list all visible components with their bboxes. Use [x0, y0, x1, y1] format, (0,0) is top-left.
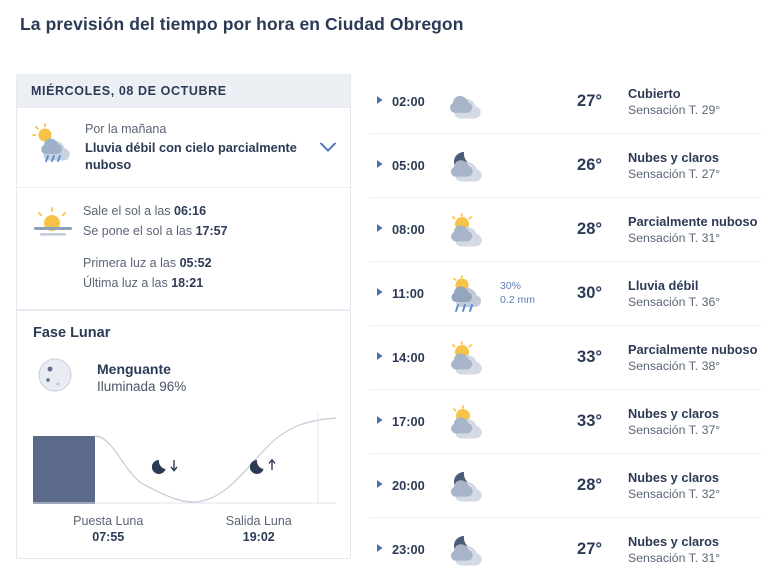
hour-description	[612, 470, 762, 501]
hour-condition: Nubes y claros	[628, 406, 720, 421]
hour-description	[612, 406, 762, 437]
expand-arrow-icon[interactable]	[376, 479, 392, 492]
moonset-label: Puesta Luna	[73, 513, 144, 528]
lastlight-line	[83, 274, 336, 293]
moon-waning-icon	[33, 353, 91, 402]
hour-condition: Nubes y claros	[628, 150, 720, 165]
night-partly-cloudy-icon	[444, 149, 498, 183]
hour-time: 05:00	[392, 158, 425, 173]
sunset-value: 17:57	[195, 223, 228, 238]
hour-time: 23:00	[392, 542, 425, 557]
firstlight-value: 05:52	[179, 256, 212, 271]
expand-arrow-icon[interactable]	[376, 543, 392, 556]
hour-description	[612, 150, 762, 181]
hour-time: 14:00	[392, 350, 425, 365]
morning-summary-text	[83, 121, 336, 173]
hour-feels-like: Sensación T. 31°	[628, 551, 721, 565]
table-row[interactable]	[370, 198, 762, 262]
hour-time: 02:00	[392, 94, 425, 109]
hour-description	[612, 278, 762, 309]
moonset-block	[33, 514, 184, 544]
expand-arrow-icon[interactable]	[376, 159, 392, 172]
hour-temp: 27°	[577, 92, 602, 110]
table-row[interactable]	[370, 454, 762, 518]
moon-times	[17, 514, 350, 544]
table-row[interactable]	[370, 390, 762, 454]
moonrise-value: 19:02	[242, 529, 275, 544]
spacer	[83, 241, 336, 254]
sun-cloud-icon	[444, 405, 498, 439]
night-partly-cloudy-icon	[444, 469, 498, 503]
moon-phase-main	[17, 347, 350, 406]
hour-feels-like: Sensación T. 27°	[628, 167, 721, 181]
hour-temp: 33°	[577, 412, 602, 430]
hour-feels-like: Sensación T. 38°	[628, 359, 721, 373]
expand-arrow-icon[interactable]	[376, 287, 392, 300]
moon-phase-info	[91, 361, 186, 394]
summary-condition: Lluvia débil con cielo parcialmente nuboso	[85, 139, 297, 173]
hour-condition: Nubes y claros	[628, 470, 720, 485]
page-title: La previsión del tiempo por hora en Ciudad Obregon	[20, 14, 464, 34]
hour-feels-like: Sensación T. 36°	[628, 295, 721, 309]
table-row[interactable]	[370, 518, 762, 580]
hour-feels-like: Sensación T. 37°	[628, 423, 721, 437]
sunrise-icon	[31, 202, 83, 243]
day-header: MIÉRCOLES, 08 DE OCTUBRE	[16, 74, 351, 108]
sunrise-label: Sale el sol a las	[83, 204, 171, 219]
moon-visibility-chart	[33, 412, 334, 504]
moon-phase-title: Fase Lunar	[33, 324, 111, 341]
sun-times-text	[83, 202, 336, 293]
expand-arrow-icon[interactable]	[376, 95, 392, 108]
hour-time: 17:00	[392, 414, 425, 429]
expand-arrow-icon[interactable]	[376, 223, 392, 236]
hour-time: 08:00	[392, 222, 425, 237]
moon-phase-name: Menguante	[97, 360, 171, 377]
day-summary-card	[16, 108, 351, 311]
precip-probability: 30%	[500, 280, 522, 293]
sunset-label: Se pone el sol a las	[83, 223, 193, 238]
table-row[interactable]	[370, 262, 762, 326]
lastlight-value: 18:21	[171, 275, 204, 290]
precip-amount: 0.2 mm	[500, 293, 536, 306]
sunset-line	[83, 222, 336, 241]
hour-condition: Lluvia débil	[628, 278, 699, 293]
moonrise-block	[184, 514, 335, 544]
expand-arrow-icon[interactable]	[376, 351, 392, 364]
night-partly-cloudy-icon	[444, 533, 498, 567]
hour-description	[612, 534, 762, 565]
firstlight-label: Primera luz a las	[83, 256, 177, 271]
hour-condition: Parcialmente nuboso	[628, 342, 758, 357]
day-detail-panel	[16, 74, 351, 559]
table-row[interactable]	[370, 326, 762, 390]
firstlight-line	[83, 254, 336, 273]
table-row[interactable]	[370, 134, 762, 198]
expand-arrow-icon[interactable]	[376, 415, 392, 428]
precip-info	[498, 280, 556, 306]
hourly-forecast-list	[370, 70, 762, 580]
hour-feels-like: Sensación T. 32°	[628, 487, 721, 501]
hour-temp: 33°	[577, 348, 602, 366]
hour-condition: Parcialmente nuboso	[628, 214, 758, 229]
hour-time: 11:00	[392, 286, 425, 301]
hour-description	[612, 342, 762, 373]
hour-temp: 30°	[577, 284, 602, 302]
hour-time: 20:00	[392, 478, 425, 493]
chevron-down-icon[interactable]	[320, 140, 336, 155]
hour-description	[612, 86, 762, 117]
hour-description	[612, 214, 762, 245]
lastlight-label: Última luz a las	[83, 275, 168, 290]
sun-cloud-icon	[444, 341, 498, 375]
sunrise-line	[83, 202, 336, 221]
summary-when: Por la mañana	[85, 122, 167, 136]
sun-times-row	[17, 188, 350, 310]
sun-cloud-icon	[444, 213, 498, 247]
table-row[interactable]	[370, 70, 762, 134]
morning-summary-row[interactable]	[17, 108, 350, 188]
hour-temp: 27°	[577, 540, 602, 558]
moon-illumination: Iluminada 96%	[97, 378, 187, 394]
sunrise-value: 06:16	[174, 204, 207, 219]
hour-condition: Cubierto	[628, 86, 681, 101]
hour-feels-like: Sensación T. 31°	[628, 231, 721, 245]
sun-rain-icon	[444, 275, 498, 313]
moonrise-label: Salida Luna	[225, 513, 292, 528]
moonset-value: 07:55	[92, 529, 125, 544]
hour-temp: 26°	[577, 156, 602, 174]
moon-phase-card	[16, 311, 351, 559]
hour-feels-like: Sensación T. 29°	[628, 103, 721, 117]
cloudy-icon	[444, 85, 498, 119]
rain-sun-cloud-icon	[31, 121, 83, 168]
hour-temp: 28°	[577, 476, 602, 494]
hour-temp: 28°	[577, 220, 602, 238]
hour-condition: Nubes y claros	[628, 534, 720, 549]
